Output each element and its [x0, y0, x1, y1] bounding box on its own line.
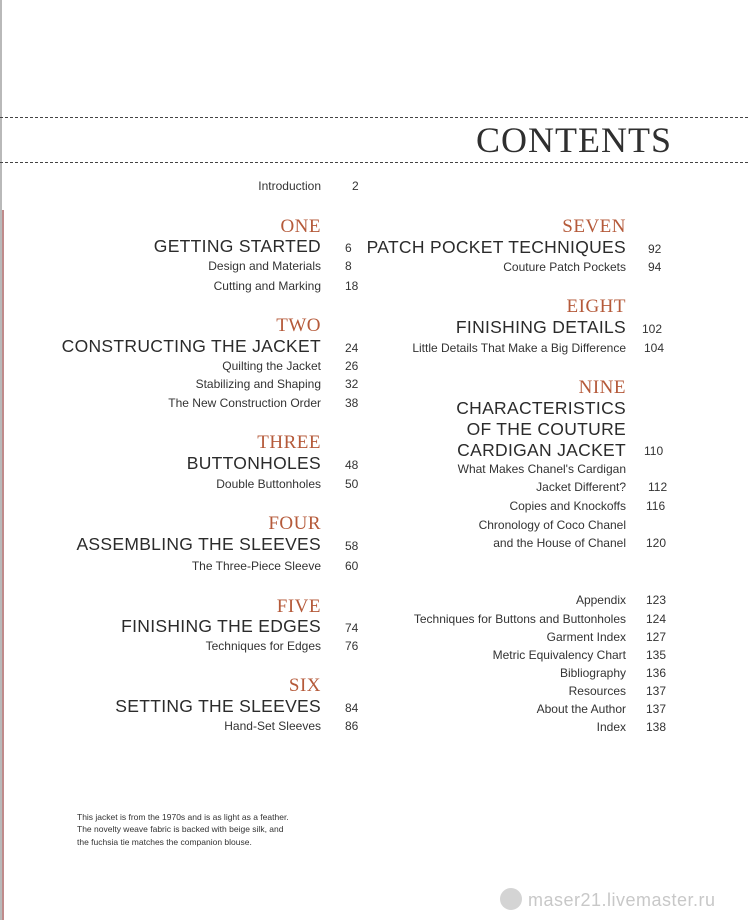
- chapter-heading-eight[interactable]: FINISHING DETAILS: [455, 317, 626, 337]
- toc-back-page: 137: [646, 684, 667, 698]
- chapter-number-one: ONE: [280, 216, 321, 237]
- chapter-heading-two[interactable]: CONSTRUCTING THE JACKET: [61, 336, 321, 356]
- toc-back-page: 123: [646, 593, 667, 607]
- toc-item[interactable]: Quilting the Jacket: [222, 359, 321, 373]
- toc-intro-label[interactable]: Introduction: [258, 179, 321, 193]
- chapter-page-two: 24: [345, 341, 359, 355]
- chapter-heading-five[interactable]: FINISHING THE EDGES: [121, 616, 321, 636]
- toc-item[interactable]: Stabilizing and Shaping: [195, 377, 321, 391]
- chapter-heading-one[interactable]: GETTING STARTED: [153, 236, 321, 256]
- toc-item[interactable]: What Makes Chanel's Cardigan: [457, 462, 626, 476]
- chapter-heading-nine-line2[interactable]: OF THE COUTURE: [466, 419, 626, 439]
- toc-back-item[interactable]: Bibliography: [559, 666, 626, 680]
- chapter-number-seven: SEVEN: [562, 216, 626, 237]
- toc-back-page: 124: [646, 612, 667, 626]
- toc-back-page: 136: [646, 666, 667, 680]
- toc-back-item[interactable]: Resources: [568, 684, 626, 698]
- toc-item[interactable]: Double Buttonholes: [216, 477, 321, 491]
- toc-item-page: 32: [345, 377, 359, 391]
- toc-item[interactable]: and the House of Chanel: [493, 536, 626, 550]
- chapter-number-three: THREE: [257, 432, 321, 453]
- bottom-rule: [0, 162, 748, 163]
- toc-item[interactable]: Chronology of Coco Chanel: [478, 518, 626, 532]
- chapter-number-two: TWO: [276, 315, 321, 336]
- toc-item[interactable]: Jacket Different?: [536, 480, 626, 494]
- page-edge-accent: [2, 210, 4, 920]
- toc-item-page: 8: [345, 259, 352, 273]
- chapter-page-five: 74: [345, 621, 359, 635]
- chapter-heading-six[interactable]: SETTING THE SLEEVES: [115, 696, 321, 716]
- chapter-page-nine: 110: [644, 444, 664, 458]
- chapter-page-seven: 92: [648, 242, 662, 256]
- toc-item-page: 86: [345, 719, 359, 733]
- chapter-page-three: 48: [345, 458, 359, 472]
- toc-back-item[interactable]: Techniques for Buttons and Buttonholes: [413, 612, 626, 626]
- page-title: CONTENTS: [476, 120, 672, 160]
- chapter-page-four: 58: [345, 539, 359, 553]
- toc-item[interactable]: Little Details That Make a Big Difference: [412, 341, 626, 355]
- toc-item[interactable]: Couture Patch Pockets: [503, 260, 626, 274]
- chapter-page-one: 6: [345, 241, 352, 255]
- toc-item-page: 60: [345, 559, 359, 573]
- toc-intro-page: 2: [352, 179, 359, 193]
- toc-item[interactable]: Techniques for Edges: [205, 639, 321, 653]
- toc-back-page: 137: [646, 702, 667, 716]
- watermark: [500, 888, 716, 911]
- chapter-page-six: 84: [345, 701, 359, 715]
- chapter-number-nine: NINE: [578, 377, 626, 398]
- toc-item-page: 50: [345, 477, 359, 491]
- toc-item-page: 26: [345, 359, 359, 373]
- caption-line: the fuchsia tie matches the companion blouse.: [77, 836, 252, 847]
- toc-back-item[interactable]: Garment Index: [546, 630, 626, 644]
- caption-line: The novelty weave fabric is backed with beige silk, and: [77, 824, 284, 835]
- watermark-text: maser21.livemaster.ru: [528, 890, 716, 910]
- caption-line: This jacket is from the 1970s and is as light as a feather.: [77, 812, 289, 822]
- toc-item-page: 38: [345, 396, 359, 410]
- photo-caption: [77, 811, 317, 848]
- chapter-number-four: FOUR: [268, 513, 321, 534]
- toc-item[interactable]: Copies and Knockoffs: [509, 499, 626, 513]
- toc-item-page: 120: [646, 536, 667, 550]
- toc-back-item[interactable]: Metric Equivalency Chart: [492, 648, 626, 662]
- toc-item[interactable]: Cutting and Marking: [213, 279, 321, 293]
- toc-item-page: 112: [648, 480, 668, 494]
- toc-item-page: 94: [648, 260, 662, 274]
- flower-logo-icon: [500, 888, 522, 910]
- chapter-heading-nine-line1[interactable]: CHARACTERISTICS: [456, 398, 626, 418]
- toc-item[interactable]: The Three-Piece Sleeve: [191, 559, 321, 573]
- toc-back-page: 127: [646, 630, 667, 644]
- chapter-number-six: SIX: [288, 675, 321, 696]
- toc-back-item[interactable]: About the Author: [536, 702, 626, 716]
- chapter-number-five: FIVE: [276, 596, 321, 617]
- toc-item-page: 116: [646, 499, 666, 513]
- toc-back-page: 138: [646, 720, 667, 734]
- toc-item[interactable]: The New Construction Order: [168, 396, 321, 410]
- chapter-heading-nine-line3[interactable]: CARDIGAN JACKET: [457, 440, 626, 460]
- chapter-number-eight: EIGHT: [566, 296, 626, 317]
- chapter-heading-four[interactable]: ASSEMBLING THE SLEEVES: [76, 534, 321, 554]
- toc-back-item[interactable]: Index: [596, 720, 626, 734]
- toc-item-page: 18: [345, 279, 359, 293]
- toc-back-page: 135: [646, 648, 667, 662]
- chapter-page-eight: 102: [642, 322, 663, 336]
- chapter-heading-seven[interactable]: PATCH POCKET TECHNIQUES: [366, 237, 626, 257]
- toc-item-page: 104: [644, 341, 665, 355]
- toc-item[interactable]: Design and Materials: [208, 259, 321, 273]
- toc-item[interactable]: Hand-Set Sleeves: [224, 719, 321, 733]
- toc-back-item[interactable]: Appendix: [575, 593, 626, 607]
- chapter-heading-three[interactable]: BUTTONHOLES: [186, 453, 321, 473]
- toc-item-page: 76: [345, 639, 359, 653]
